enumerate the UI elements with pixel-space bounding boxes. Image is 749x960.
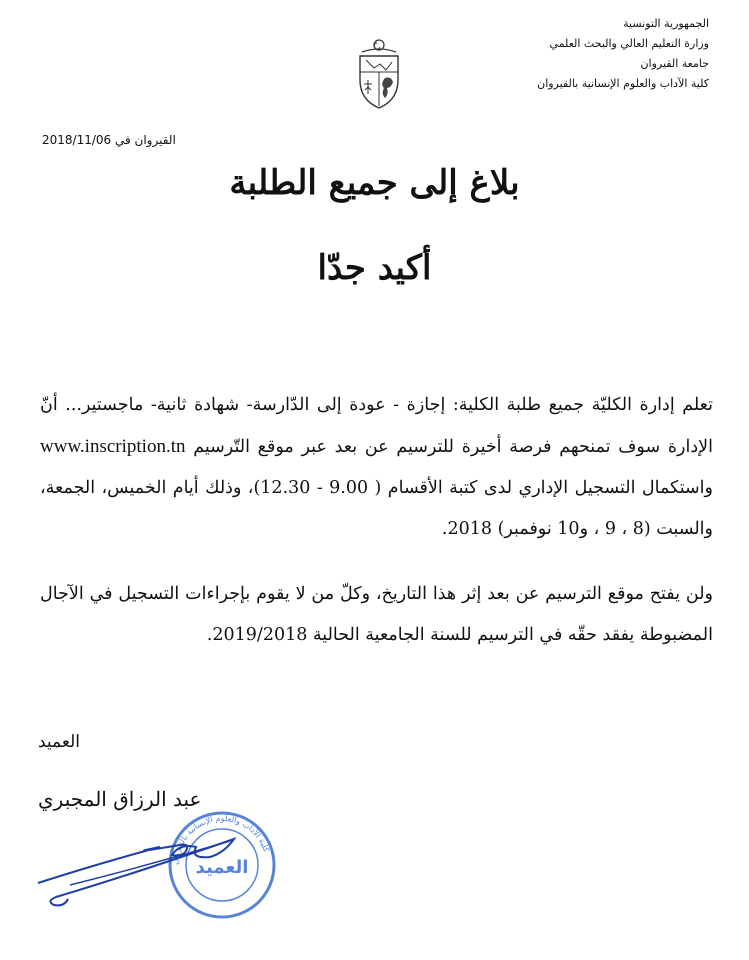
body-text-1b: واستكمال التسجيل الإداري لدى كتبة الأقسام ( 9.00 - 12.30)، وذلك أيام الخميس، الجمعة، والسبت (8 ، 9 ، و10 نوفمبر) 2018. — [40, 478, 713, 539]
body-text-1a: تعلم إدارة الكليّة جميع طلبة الكلية: إجازة - عودة إلى الدّارسة- شهادة ثانية- ماجستير... أنّ الإدارة سوف تمنحهم فرصة أخيرة للترسيم عن بعد عبر موقع التّرسيم — [40, 395, 713, 457]
body-paragraph-1 — [40, 385, 713, 550]
document-date: القيروان في 2018/11/06 — [42, 133, 176, 147]
stamp-ring-text: كلية الآداب والعلوم الإنسانية بالقيروان — [170, 813, 271, 866]
letterhead-republic: الجمهورية التونسية — [623, 17, 709, 30]
tunisia-coat-of-arms-icon — [356, 38, 402, 110]
letterhead-university: جامعة القيروان — [640, 57, 709, 70]
stamp-center-text: العميد — [195, 857, 249, 878]
dean-title: العميد — [38, 732, 80, 752]
letterhead — [449, 14, 709, 94]
official-stamp-and-signature — [0, 805, 320, 955]
official-stamp — [170, 813, 274, 917]
body-paragraph-2: ولن يفتح موقع الترسيم عن بعد إثر هذا التاريخ، وكلّ من لا يقوم بإجراءات التسجيل في الآجال المضبوطة يفقد حقّه في الترسيم للسنة الجامعية الحالية 2019/2018. — [40, 584, 713, 645]
letterhead-ministry: وزارة التعليم العالي والبحث العلمي — [549, 37, 709, 50]
urgent-label: أكيد جدّا — [317, 248, 432, 288]
notice-body — [40, 385, 713, 656]
notice-title: بلاغ إلى جميع الطلبة — [229, 163, 520, 203]
letterhead-faculty: كلية الآداب والعلوم الإنسانية بالقيروان — [537, 77, 709, 90]
dean-name: عبد الرزاق المجبري — [38, 787, 202, 811]
registration-url: www.inscription.tn — [40, 436, 186, 457]
